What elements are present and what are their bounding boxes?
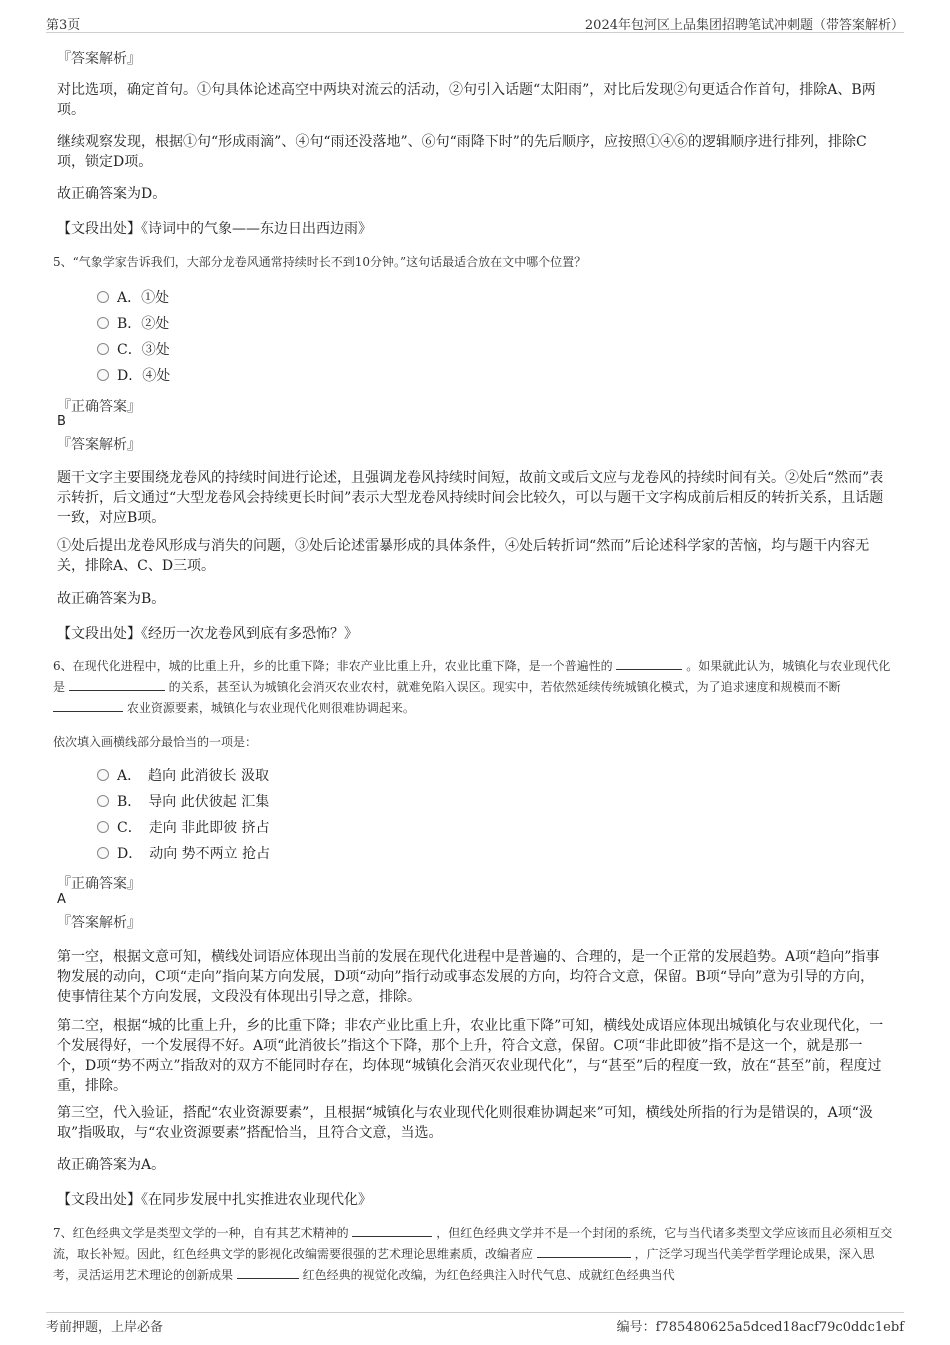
q5-conclusion: 故正确答案为B。 bbox=[57, 591, 166, 607]
analysis-label: 『答案解析』 bbox=[57, 437, 141, 453]
q6-option-c[interactable]: C． 走向 非此即彼 挤占 bbox=[97, 818, 270, 838]
q6-conclusion: 故正确答案为A。 bbox=[57, 1157, 166, 1173]
fill-blank bbox=[616, 657, 682, 670]
q6-option-a[interactable]: A． 趋向 此消彼长 汲取 bbox=[97, 766, 269, 786]
q4-source: 【文段出处】《诗词中的气象——东边日出西边雨》 bbox=[57, 221, 372, 237]
q6-stem: 6、在现代化进程中，城的比重上升，乡的比重下降；非农产业比重上升，农业比重下降，是一个普遍性的 。如果就此认为，城镇化与农业现代化是 的关系，甚至认为城镇化会消灭农业农村，就难免陷入误区。现实中，若依然延续传统城镇化模式，为了追求速度和规模而不断 农业资源要素，城镇化与农业现代化则很难协调起来。 bbox=[53, 659, 891, 715]
q5-source: 【文段出处】《经历一次龙卷风到底有多恐怖？》 bbox=[57, 626, 358, 642]
q4-analysis-p1: 对比选项，确定首句。①句具体论述高空中两块对流云的活动，②句引入话题“太阳雨”，对比后发现②句更适合作首句，排除A、B两项。 bbox=[57, 82, 876, 118]
radio-icon[interactable] bbox=[97, 291, 109, 303]
q6-analysis-p2: 第二空，根据“城的比重上升，乡的比重下降；非农产业比重上升，农业比重下降”可知，横线处成语应体现出城镇化与农业现代化，一个发展得好，一个发展得不好。A项“此消彼长”指这个下降，那个上升，符合文意，保留。C项“非此即彼”指不是这一个，就是那一个，D项“势不两立”指敌对的双方不能同时存在，均体现“城镇化会消灭农业现代化”，与“甚至”后的程度一致，放在“甚至”前，程度过重，排除。 bbox=[57, 1018, 884, 1094]
q6-source: 【文段出处】《在同步发展中扎实推进农业现代化》 bbox=[57, 1192, 372, 1208]
q6-option-b[interactable]: B． 导向 此伏彼起 汇集 bbox=[97, 792, 269, 812]
q4-conclusion: 故正确答案为D。 bbox=[57, 186, 167, 202]
fill-blank bbox=[237, 1266, 299, 1279]
footer-slogan: 考前押题，上岸必备 bbox=[46, 1320, 164, 1335]
q5-analysis-p1: 题干文字主要围绕龙卷风的持续时间进行论述，且强调龙卷风持续时间短，故前文或后文应与龙卷风的持续时间有关。②处后“然而”表示转折，后文通过“大型龙卷风会持续更长时间”表示大型龙卷风持续时间会比较久，可以与题干文字构成前后相反的转折关系，且话题一致，对应B项。 bbox=[57, 470, 884, 526]
fill-blank bbox=[537, 1245, 631, 1258]
q5-analysis-p2: ①处后提出龙卷风形成与消失的问题，③处后论述雷暴形成的具体条件，④处后转折词“然而”后论述科学家的苦恼，均与题干内容无关，排除A、C、D三项。 bbox=[57, 538, 870, 574]
page-footer bbox=[46, 1312, 904, 1337]
q5-option-a[interactable]: A．①处 bbox=[97, 288, 169, 308]
q5-option-b[interactable]: B．②处 bbox=[97, 314, 169, 334]
radio-icon[interactable] bbox=[97, 847, 109, 859]
q5-answer: B bbox=[57, 414, 66, 429]
correct-answer-label: 『正确答案』 bbox=[57, 876, 141, 892]
q6-answer: A bbox=[57, 892, 66, 907]
q5-stem: 5、“气象学家告诉我们，大部分龙卷风通常持续时长不到10分钟。”这句话最适合放在文中哪个位置？ bbox=[53, 255, 587, 269]
q5-option-c[interactable]: C．③处 bbox=[97, 340, 170, 360]
q6-prompt: 依次填入画横线部分最恰当的一项是： bbox=[53, 735, 258, 749]
radio-icon[interactable] bbox=[97, 821, 109, 833]
q6-analysis-p1: 第一空，根据文意可知，横线处词语应体现出当前的发展在现代化进程中是普遍的、合理的，是一个正常的发展趋势。A项“趋向”指事物发展的动向，C项“走向”指向某方向发展，D项“动向”指行动或事态发展的方向，均符合文意，保留。B项“导向”意为引导的方向，使事情往某个方向发展，文段没有体现出引导之意，排除。 bbox=[57, 949, 880, 1005]
fill-blank bbox=[53, 699, 123, 712]
q6-option-d[interactable]: D． 动向 势不两立 抢占 bbox=[97, 844, 270, 864]
analysis-label: 『答案解析』 bbox=[57, 51, 141, 67]
page-header bbox=[46, 14, 904, 33]
fill-blank bbox=[69, 678, 165, 691]
q6-analysis-p3: 第三空，代入验证，搭配“农业资源要素”，且根据“城镇化与农业现代化则很难协调起来”可知，横线处所指的行为是错误的，A项“汲取”指吸取，与“农业资源要素”搭配恰当，且符合文意，当选。 bbox=[57, 1105, 873, 1141]
radio-icon[interactable] bbox=[97, 769, 109, 781]
q4-analysis-p2: 继续观察发现，根据①句“形成雨滴”、④句“雨还没落地”、⑥句“雨降下时”的先后顺序，应按照①④⑥的逻辑顺序进行排列，排除C项，锁定D项。 bbox=[57, 134, 867, 170]
document-code: 编号：f785480625a5dced18acf79c0ddc1ebf bbox=[616, 1320, 904, 1335]
fill-blank bbox=[352, 1224, 432, 1237]
q5-option-d[interactable]: D．④处 bbox=[97, 366, 170, 386]
correct-answer-label: 『正确答案』 bbox=[57, 399, 141, 415]
document-title: 2024年包河区上品集团招聘笔试冲刺题（带答案解析） bbox=[584, 18, 904, 33]
radio-icon[interactable] bbox=[97, 369, 109, 381]
radio-icon[interactable] bbox=[97, 795, 109, 807]
analysis-label: 『答案解析』 bbox=[57, 915, 141, 931]
radio-icon[interactable] bbox=[97, 317, 109, 329]
radio-icon[interactable] bbox=[97, 343, 109, 355]
page-number: 第3页 bbox=[46, 18, 81, 33]
q7-stem: 7、红色经典文学是类型文学的一种，自有其艺术精神的 ，但红色经典文学并不是一个封闭的系统，它与当代诸多类型文学应该而且必须相互交流，取长补短。因此，红色经典文学的影视化改编需要很强的艺术理论思维素质，改编者应 ，广泛学习现当代美学哲学理论成果，深入思考，灵活运用艺术理论的创新成果 红色经典的视觉化改编，为红色经典注入时代气息、成就红色经典当代 bbox=[53, 1226, 893, 1282]
